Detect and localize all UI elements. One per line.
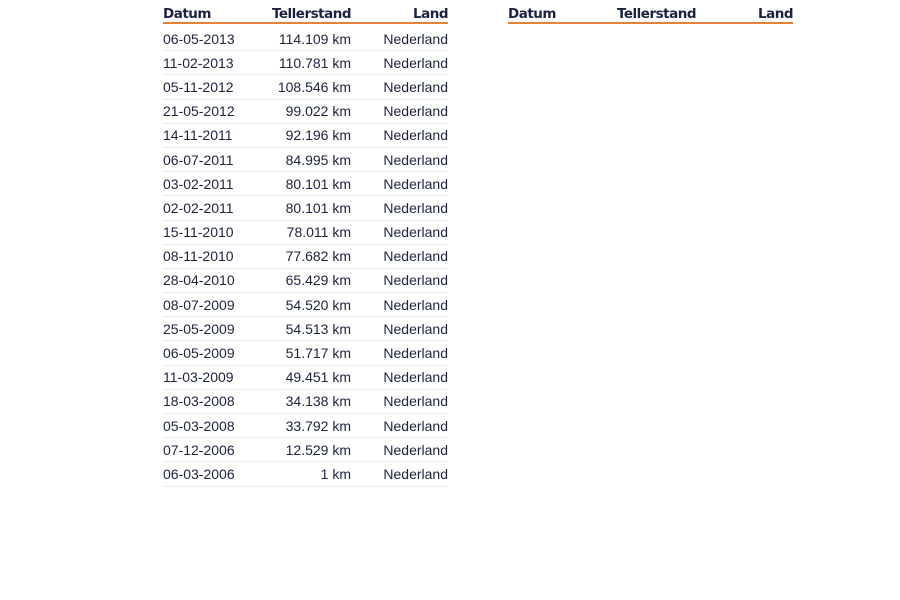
cell-land: Nederland (351, 147, 448, 171)
cell-tellerstand: 33.792 km (258, 414, 351, 438)
cell-land: Nederland (351, 75, 448, 99)
cell-tellerstand: 114.109 km (258, 23, 351, 51)
cell-land: Nederland (351, 51, 448, 75)
table-row (163, 123, 448, 147)
table-row (163, 99, 448, 123)
cell-datum: 18-03-2008 (163, 389, 258, 413)
cell-tellerstand: 84.995 km (258, 147, 351, 171)
table-row (163, 414, 448, 438)
cell-tellerstand: 34.138 km (258, 389, 351, 413)
cell-datum: 08-11-2010 (163, 244, 258, 268)
cell-datum: 06-03-2006 (163, 462, 258, 486)
column-header-land[interactable]: Land (351, 4, 448, 23)
cell-datum: 06-05-2013 (163, 23, 258, 51)
table-row (163, 268, 448, 292)
cell-tellerstand: 65.429 km (258, 268, 351, 292)
cell-land: Nederland (351, 365, 448, 389)
column-header-datum[interactable]: Datum (508, 4, 603, 23)
table-header-row (508, 4, 793, 23)
cell-land: Nederland (351, 389, 448, 413)
cell-tellerstand: 77.682 km (258, 244, 351, 268)
cell-tellerstand: 108.546 km (258, 75, 351, 99)
table-header-row (163, 4, 448, 23)
cell-land: Nederland (351, 293, 448, 317)
cell-datum: 28-04-2010 (163, 268, 258, 292)
table-body (163, 23, 448, 486)
cell-tellerstand: 92.196 km (258, 123, 351, 147)
table-row (163, 75, 448, 99)
cell-datum: 15-11-2010 (163, 220, 258, 244)
cell-tellerstand: 49.451 km (258, 365, 351, 389)
table-row (163, 462, 448, 486)
table-row (163, 196, 448, 220)
cell-datum: 06-07-2011 (163, 147, 258, 171)
table-row (163, 389, 448, 413)
table-row (163, 341, 448, 365)
cell-land: Nederland (351, 99, 448, 123)
cell-tellerstand: 12.529 km (258, 438, 351, 462)
cell-datum: 08-07-2009 (163, 293, 258, 317)
cell-land: Nederland (351, 317, 448, 341)
cell-datum: 05-03-2008 (163, 414, 258, 438)
cell-datum: 21-05-2012 (163, 99, 258, 123)
table-row (163, 317, 448, 341)
table-row (163, 293, 448, 317)
cell-land: Nederland (351, 172, 448, 196)
cell-datum: 06-05-2009 (163, 341, 258, 365)
cell-land: Nederland (351, 220, 448, 244)
table-row (163, 365, 448, 389)
cell-datum: 11-02-2013 (163, 51, 258, 75)
cell-datum: 03-02-2011 (163, 172, 258, 196)
cell-tellerstand: 1 km (258, 462, 351, 486)
cell-land: Nederland (351, 123, 448, 147)
cell-land: Nederland (351, 196, 448, 220)
cell-land: Nederland (351, 438, 448, 462)
cell-datum: 05-11-2012 (163, 75, 258, 99)
column-header-tellerstand[interactable]: Tellerstand (258, 4, 351, 23)
cell-land: Nederland (351, 341, 448, 365)
cell-land: Nederland (351, 244, 448, 268)
column-header-datum[interactable]: Datum (163, 4, 258, 23)
odometer-table-right (508, 4, 793, 24)
cell-tellerstand: 54.520 km (258, 293, 351, 317)
cell-tellerstand: 80.101 km (258, 196, 351, 220)
table-row (163, 244, 448, 268)
cell-land: Nederland (351, 23, 448, 51)
cell-datum: 25-05-2009 (163, 317, 258, 341)
table-row (163, 172, 448, 196)
cell-tellerstand: 110.781 km (258, 51, 351, 75)
table-row (163, 23, 448, 51)
table-row (163, 438, 448, 462)
cell-datum: 07-12-2006 (163, 438, 258, 462)
cell-datum: 11-03-2009 (163, 365, 258, 389)
cell-tellerstand: 99.022 km (258, 99, 351, 123)
table-row (163, 220, 448, 244)
cell-land: Nederland (351, 462, 448, 486)
column-header-tellerstand[interactable]: Tellerstand (603, 4, 696, 23)
cell-tellerstand: 78.011 km (258, 220, 351, 244)
cell-datum: 14-11-2011 (163, 123, 258, 147)
cell-tellerstand: 54.513 km (258, 317, 351, 341)
cell-datum: 02-02-2011 (163, 196, 258, 220)
cell-land: Nederland (351, 268, 448, 292)
table-row (163, 147, 448, 171)
cell-land: Nederland (351, 414, 448, 438)
column-header-land[interactable]: Land (696, 4, 793, 23)
cell-tellerstand: 51.717 km (258, 341, 351, 365)
odometer-table-left (163, 4, 448, 487)
cell-tellerstand: 80.101 km (258, 172, 351, 196)
table-row (163, 51, 448, 75)
